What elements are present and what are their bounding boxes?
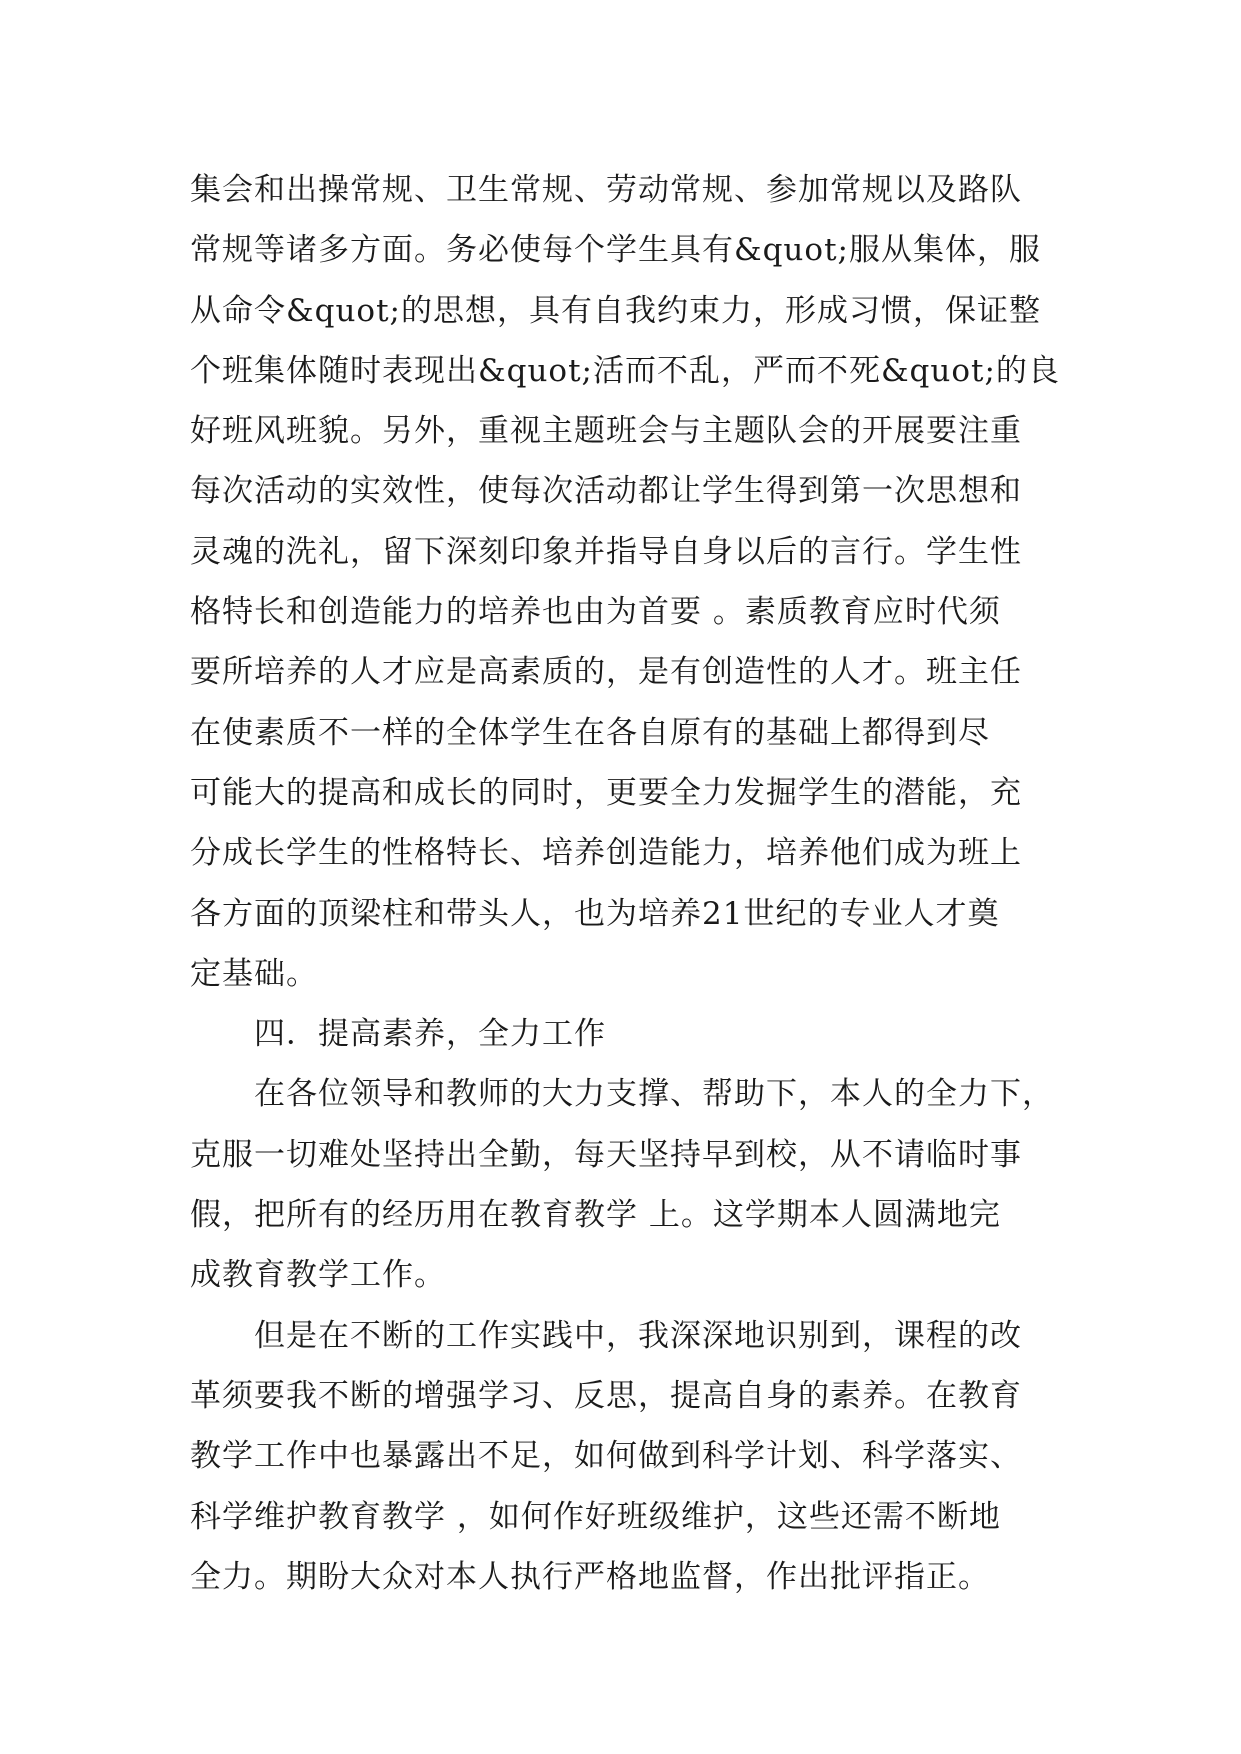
text-line: 格特长和创造能力的培养也由为首要 。素质教育应时代须	[190, 594, 1001, 631]
text-line: 集会和出操常规、卫生常规、劳动常规、参加常规以及路队	[190, 172, 1022, 208]
text-line: 可能大的提高和成长的同时，更要全力发掘学生的潜能，充	[190, 774, 1022, 811]
text-line: 克服一切难处坚持出全勤，每天坚持早到校，从不请临时事	[190, 1136, 1022, 1173]
text-line: 各方面的顶梁柱和带头人，也为培养21世纪的专业人才奠	[190, 895, 1000, 932]
text-line: 在各位领导和教师的大力支撑、帮助下，本人的全力下，	[254, 1076, 1054, 1113]
text-line: 个班集体随时表现出&quot;活而不乱，严而不死&quot;的良	[190, 352, 1060, 389]
text-line: 常规等诸多方面。务必使每个学生具有&quot;服从集体，服	[190, 232, 1041, 269]
text-line: 在使素质不一样的全体学生在各自原有的基础上都得到尽	[190, 714, 990, 751]
section-heading: 四．提高素养，全力工作	[254, 1016, 606, 1053]
text-line: 假，把所有的经历用在教育教学 上。这学期本人圆满地完	[190, 1197, 1001, 1234]
text-line: 要所培养的人才应是高素质的，是有创造性的人才。班主任	[190, 654, 1022, 691]
text-line: 每次活动的实效性，使每次活动都让学生得到第一次思想和	[190, 473, 1022, 510]
text-line: 从命令&quot;的思想，具有自我约束力，形成习惯，保证整	[190, 292, 1041, 329]
text-line: 定基础。	[190, 955, 318, 992]
text-line: 教学工作中也暴露出不足，如何做到科学计划、科学落实、	[190, 1438, 1022, 1475]
text-line: 全力。期盼大众对本人执行严格地监督，作出批评指正。	[190, 1558, 990, 1595]
text-line: 成教育教学工作。	[190, 1257, 446, 1294]
text-line: 科学维护教育教学 ，如何作好班级维护，这些还需不断地	[190, 1498, 1001, 1535]
text-line: 好班风班貌。另外，重视主题班会与主题队会的开展要注重	[190, 413, 1022, 450]
text-line: 革须要我不断的增强学习、反思，提高自身的素养。在教育	[190, 1377, 1022, 1414]
body-text	[190, 160, 1070, 1607]
text-line: 灵魂的洗礼，留下深刻印象并指导自身以后的言行。学生性	[190, 533, 1022, 570]
text-line: 分成长学生的性格特长、培养创造能力，培养他们成为班上	[190, 835, 1022, 872]
text-line: 但是在不断的工作实践中，我深深地识别到，课程的改	[254, 1317, 1022, 1354]
